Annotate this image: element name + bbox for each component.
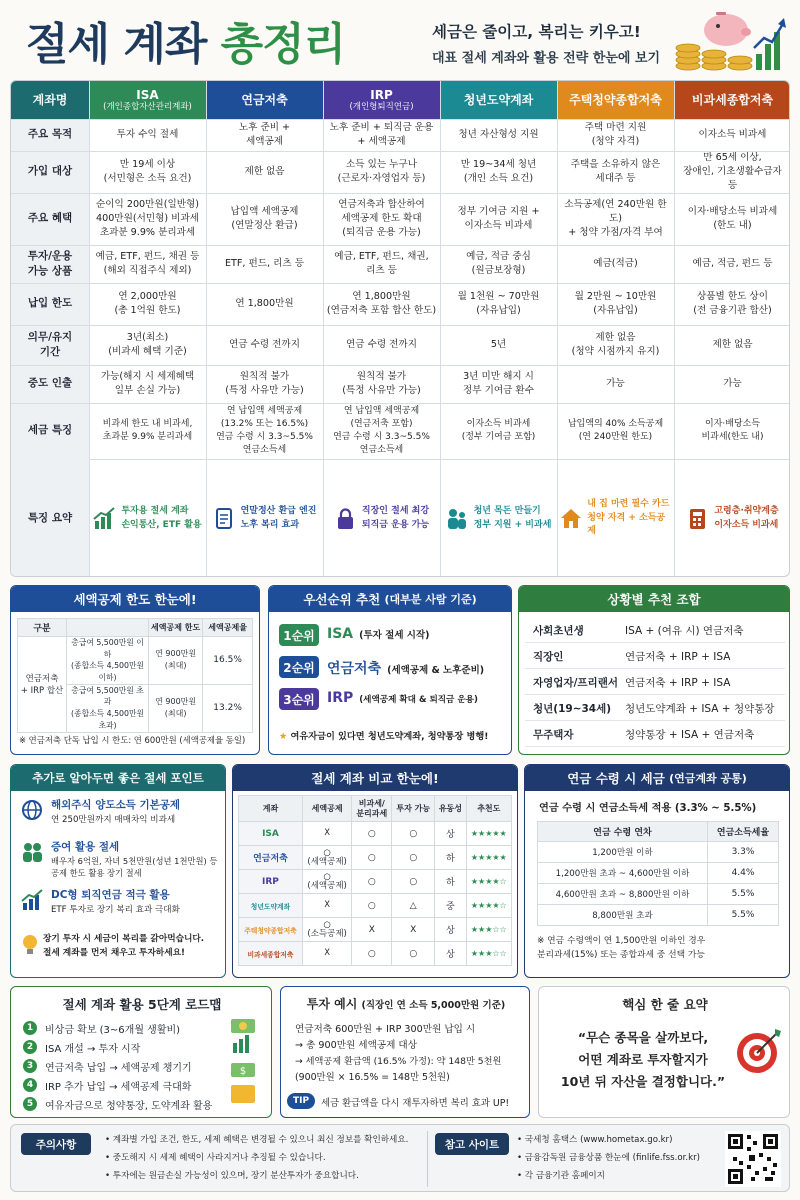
deduction-table	[17, 618, 253, 733]
caution-item: • 중도해지 시 세제 혜택이 사라지거나 추징될 수 있습니다.	[105, 1153, 326, 1163]
pension-rate: 5.5%	[708, 905, 779, 926]
tips-title: 추가로 알아두면 좋은 절세 포인트	[11, 765, 225, 791]
table-cell: 이자·배당소득 비과세(한도 내)	[701, 418, 764, 442]
compare-account: ISA	[239, 822, 303, 846]
compare-row	[239, 918, 512, 942]
title-part1: 절세 계좌	[26, 19, 207, 70]
compare-account: 비과세종합저축	[239, 942, 303, 966]
compare-row	[239, 846, 512, 870]
step-number: 4	[23, 1078, 37, 1092]
compare-panel	[232, 764, 518, 978]
column-header-name: IRP	[370, 87, 393, 102]
combo-panel	[518, 585, 790, 755]
combo-recommendation: 연금저축 + IRP + ISA	[625, 650, 731, 663]
column-divider	[89, 81, 90, 577]
compare-value: ★★★☆☆	[466, 918, 511, 942]
table-cell: 연 1,800만원	[235, 298, 294, 310]
column-header	[674, 81, 790, 119]
pension-header: 연금소득세율	[708, 822, 779, 842]
compare-value: ○	[352, 894, 392, 918]
column-header	[89, 81, 206, 119]
deduction-condition: 총급여 5,500만원 초과 (종합소득 4,500만원 초과)	[67, 684, 149, 732]
combo-situation: 사회초년생	[533, 624, 584, 637]
priority-note-row	[279, 728, 488, 742]
column-header	[440, 81, 557, 119]
priority-item	[327, 658, 484, 678]
table-cell: 노후 준비 + 퇴직금 운용 + 세액공제	[329, 122, 434, 147]
priority-item-name: 연금저축	[327, 661, 382, 677]
table-cell: 만 19~34세 청년 (개인 소득 요건)	[460, 159, 537, 184]
table-cell: 납입액 세액공제 (연말정산 환급)	[230, 206, 299, 231]
table-cell: 정부 기여금 지원 + 이자소득 비과세	[457, 206, 540, 231]
lock-icon	[334, 507, 356, 531]
summary-cell	[323, 459, 440, 577]
deduction-title: 세액공제 한도 한눈에!	[11, 586, 259, 612]
compare-header: 비과세/ 분리과세	[352, 796, 392, 822]
footer-panel	[10, 1124, 790, 1192]
combo-situation: 무주택자	[533, 728, 574, 741]
tips-note: 장기 투자 시 세금이 복리를 갉아먹습니다. 절세 계좌를 먼저 채우고 투자하세요!	[43, 934, 205, 958]
step-number: 2	[23, 1040, 37, 1054]
compare-value: 중	[435, 894, 466, 918]
summary-cell	[674, 459, 790, 577]
column-header-name: ISA	[136, 87, 159, 102]
table-cell: ETF, 펀드, 리츠 등	[224, 258, 305, 270]
pension-rate: 4.4%	[708, 863, 779, 884]
pension-row	[538, 842, 779, 863]
compare-header: 투자 가능	[392, 796, 435, 822]
column-header-sub: (개인형퇴직연금)	[349, 102, 414, 113]
roadmap-title: 절세 계좌 활용 5단계 로드맵	[62, 997, 222, 1012]
table-cell: 제한 없음	[244, 166, 285, 178]
table-cell: 상품별 한도 상이 (전 금융기관 합산)	[693, 291, 772, 316]
combo-title: 상황별 추천 조합	[519, 586, 789, 612]
compare-account: IRP	[239, 870, 303, 894]
compare-value: ○	[392, 870, 435, 894]
pension-tax-lead: 연금 수령 시 연금소득세 적용 (3.3% ~ 5.5%)	[539, 803, 757, 814]
compare-account: 주택청약종합저축	[239, 918, 303, 942]
table-cell: 소득 있는 누구나 (근로자·자영업자 등)	[337, 159, 426, 184]
table-cell: 소득공제(연 240만원 한도) + 청약 가점/자격 부여	[564, 199, 667, 238]
reference-link[interactable]: • 국세청 홈택스 (www.hometax.go.kr)	[517, 1135, 673, 1145]
combo-row	[525, 644, 785, 669]
house-icon	[560, 507, 581, 531]
compare-value: ○	[352, 846, 392, 870]
rank-badge: 3순위	[279, 688, 319, 710]
table-cell: 월 2만원 ~ 10만원 (자유납입)	[574, 291, 657, 316]
calculator-icon	[686, 507, 708, 531]
compare-header: 세액공제	[302, 796, 351, 822]
table-cell: 주택 마련 지원 (청약 자격)	[584, 122, 647, 147]
summary-text: 고령층·취약계층 이자소득 비과세	[714, 506, 779, 530]
deduction-condition: 총급여 5,500만원 이하 (종합소득 4,500만원 이하)	[67, 637, 149, 685]
table-cell: 예금, ETF, 펀드, 채권 등 (해외 직접주식 제외)	[95, 251, 200, 276]
priority-note: 여유자금이 있다면 청년도약계좌, 청약통장 병행!	[290, 731, 489, 742]
combo-row	[525, 670, 785, 695]
row-label: 주요 목적	[11, 119, 89, 151]
deduction-header-blank	[67, 619, 149, 637]
compare-row	[239, 870, 512, 894]
table-cell: 연 2,000만원 (총 1억원 한도)	[114, 291, 181, 316]
compare-value: ★★★☆☆	[466, 942, 511, 966]
growth-chart-icon	[21, 889, 43, 911]
reference-label: 참고 사이트	[435, 1133, 509, 1155]
table-cell: 3년(최소) (비과세 혜택 기준)	[108, 332, 187, 357]
compare-account: 연금저축	[239, 846, 303, 870]
combo-situation: 자영업자/프리랜서	[533, 676, 618, 689]
compare-header: 계좌	[239, 796, 303, 822]
tips-panel	[10, 764, 226, 978]
subtitle-main: 세금은 줄이고, 복리는 키우고!	[432, 23, 641, 41]
table-cell: 노후 준비 + 세액공제	[238, 122, 291, 147]
priority-title: 우선순위 추천	[303, 592, 381, 607]
combo-row	[525, 696, 785, 721]
money-icons	[227, 1017, 261, 1111]
example-header	[281, 995, 530, 1012]
summary-text: 연말정산 환급 엔진 노후 복리 효과	[240, 506, 317, 530]
compare-value: ○	[352, 870, 392, 894]
table-cell: 이자소득 비과세	[698, 129, 767, 141]
compare-value: 상	[435, 918, 466, 942]
deduction-limit: 연 900만원 (최대)	[149, 684, 203, 732]
combo-row	[525, 618, 785, 643]
pension-row	[538, 884, 779, 905]
reference-link[interactable]: • 각 금융기관 홈페이지	[517, 1171, 605, 1181]
reference-link[interactable]: • 금융감독원 금융상품 한눈에 (finlife.fss.or.kr)	[517, 1153, 700, 1163]
combo-recommendation: 청약통장 + ISA + 연금저축	[625, 728, 755, 741]
column-divider	[323, 81, 324, 577]
table-cell: 연금 수령 전까지	[229, 339, 300, 351]
table-cell: 예금, ETF, 펀드, 채권, 리츠 등	[334, 251, 429, 276]
compare-value: 하	[435, 870, 466, 894]
column-header-name: 주택청약종합저축	[569, 92, 662, 107]
tip-desc: 배우자 6억원, 자녀 5천만원(성년 1천만원) 등 공제 한도 활용 장기 절세	[51, 856, 218, 879]
document-icon	[213, 507, 235, 531]
svg-text:$: $	[239, 1066, 247, 1077]
row-label: 주요 혜택	[11, 193, 89, 245]
combo-recommendation: 연금저축 + IRP + ISA	[625, 676, 731, 689]
compare-value: ○	[352, 942, 392, 966]
compare-row	[239, 822, 512, 846]
tip-badge: TIP	[287, 1093, 315, 1109]
compare-value: X	[302, 942, 351, 966]
table-cell: 납입액의 40% 소득공제 (연 240만원 한도)	[567, 418, 664, 442]
table-cell: 연 1,800만원 (연금저축 포함 합산 한도)	[326, 291, 437, 316]
pension-header: 연금 수령 연차	[538, 822, 708, 842]
compare-header: 유동성	[435, 796, 466, 822]
example-title: 투자 예시	[306, 997, 358, 1011]
deduction-limit: 연 900만원 (최대)	[149, 637, 203, 685]
row-label: 투자/운용 가능 상품	[11, 245, 89, 283]
chart-up-icon	[93, 507, 115, 531]
compare-value: 하	[435, 846, 466, 870]
summary-text: 내 집 마련 필수 카드 청약 자격 + 소득공제	[587, 499, 670, 537]
table-cell: 비과세 한도 내 비과세, 초과분 9.9% 분리과세	[102, 418, 193, 442]
deduction-panel	[10, 585, 260, 755]
footer-divider	[427, 1131, 428, 1187]
column-divider	[440, 81, 441, 577]
step-number: 3	[23, 1059, 37, 1073]
compare-value: ★★★★☆	[466, 894, 511, 918]
column-header	[206, 81, 323, 119]
table-cell: 청년 자산형성 지원	[458, 129, 539, 141]
priority-panel	[268, 585, 512, 755]
compare-value: 상	[435, 942, 466, 966]
table-cell: 연금저축과 합산하여 세액공제 한도 확대 (퇴직금 운용 가능)	[338, 199, 425, 238]
priority-title-sub: (대부분 사람 기준)	[384, 593, 477, 606]
compare-title: 절세 계좌 비교 한눈에!	[233, 765, 517, 791]
roadmap-panel	[10, 986, 272, 1118]
table-cell: 가능	[606, 378, 625, 390]
roadmap-step: 비상금 확보 (3~6개월 생활비)	[45, 1025, 181, 1036]
summary-quote: “무슨 종목을 살까보다, 어떤 계좌로 투자할지가 10년 뒤 자산을 결정합니다.”	[560, 1030, 726, 1089]
deduction-group-label: 연금저축 + IRP 합산	[18, 637, 67, 733]
table-cell: 제한 없음 (청약 시점까지 유지)	[571, 332, 660, 357]
caution-label: 주의사항	[21, 1133, 91, 1155]
compare-value: ★★★★★	[466, 822, 511, 846]
table-cell: 연금 수령 전까지	[346, 339, 417, 351]
priority-item-name: IRP	[327, 690, 354, 706]
column-header-name: 청년도약계좌	[463, 92, 534, 107]
table-cell: 주택을 소유하지 않은 세대주 등	[570, 159, 661, 184]
pension-tax-note: ※ 연금 수령액이 연 1,500만원 이하인 경우 분리과세(15%) 또는 종합과세 중 선택 가능	[537, 936, 706, 960]
globe-icon	[21, 799, 43, 821]
tip-desc: 연 250만원까지 매매차익 비과세	[51, 815, 176, 825]
compare-value: △	[392, 894, 435, 918]
row-label: 중도 인출	[11, 365, 89, 403]
table-cell: 가능(해지 시 세제혜택 일부 손실 가능)	[100, 371, 195, 396]
compare-value: ○ (세액공제)	[302, 870, 351, 894]
column-header	[557, 81, 674, 119]
roadmap-step: IRP 추가 납입 → 세액공제 극대화	[45, 1082, 192, 1093]
title-part2: 총정리	[220, 19, 346, 70]
account-comparison-table	[10, 80, 790, 577]
table-cell: 원칙적 불가 (특정 사유만 가능)	[342, 371, 421, 396]
table-cell: 연 납입액 세액공제 (13.2% 또는 16.5%) 연금 수령 시 3.3~5.5% 연금소득세	[216, 405, 313, 456]
table-cell: 만 65세 이상, 장애인, 기초생활수급자 등	[683, 152, 782, 191]
star-icon: ★	[279, 731, 288, 742]
example-tip: 세금 환급액을 다시 재투자하면 복리 효과 UP!	[321, 1098, 510, 1109]
summary-cell	[89, 459, 206, 577]
compare-value: 상	[435, 822, 466, 846]
deduction-note: ※ 연금저축 단독 납입 시 한도: 연 600만원 (세액공제율 동일)	[19, 735, 246, 745]
summary-quote-title: 핵심 한 줄 요약	[622, 997, 708, 1012]
compare-value: ○ (소득공제)	[302, 918, 351, 942]
table-cell: 5년	[490, 339, 507, 351]
pension-range: 1,200만원 이하	[538, 842, 708, 863]
subtitle-sub: 대표 절세 계좌와 활용 전략 한눈에 보기	[432, 51, 661, 66]
combo-situation: 직장인	[533, 650, 564, 663]
example-line: 연금저축 600만원 + IRP 300만원 납입 시	[295, 1024, 476, 1035]
table-cell: 만 19세 이상 (서민형은 소득 요건)	[103, 159, 192, 184]
priority-item-desc: (투자 절세 시작)	[359, 630, 430, 641]
priority-header	[269, 586, 511, 612]
deduction-header-limit: 세액공제 한도	[149, 619, 203, 637]
row-label: 납입 한도	[11, 283, 89, 325]
priority-item	[327, 626, 430, 642]
lightbulb-icon	[21, 933, 39, 957]
table-cell: 원칙적 불가 (특정 사유만 가능)	[225, 371, 304, 396]
table-cell: 제한 없음	[712, 339, 753, 351]
table-cell: 연 납입액 세액공제 (연금저축 포함) 연금 수령 시 3.3~5.5% 연금소득세	[333, 405, 430, 456]
compare-value: X	[352, 918, 392, 942]
tip-title: 해외주식 양도소득 기본공제	[51, 799, 181, 811]
table-cell: 예금(적금)	[593, 258, 638, 270]
column-divider	[674, 81, 675, 577]
table-cell: 가능	[723, 378, 742, 390]
deduction-header-rate: 세액공제율	[203, 619, 253, 637]
page-title	[26, 8, 345, 72]
row-label: 가입 대상	[11, 151, 89, 193]
deduction-rate: 16.5%	[203, 637, 253, 685]
compare-value: ○	[352, 822, 392, 846]
pension-range: 1,200만원 초과 ~ 4,600만원 이하	[538, 863, 708, 884]
table-cell: 3년 미만 해지 시 정부 기여금 환수	[463, 371, 534, 396]
roadmap-step: ISA 개설 → 투자 시작	[45, 1044, 141, 1055]
example-line: → 세액공제 환급액 (16.5% 가정): 약 148만 5천원	[295, 1056, 502, 1067]
compare-value: X	[302, 894, 351, 918]
combo-recommendation: 청년도약계좌 + ISA + 청약통장	[625, 702, 775, 715]
summary-cell	[440, 459, 557, 577]
compare-value: ○ (세액공제)	[302, 846, 351, 870]
priority-item-name: ISA	[327, 626, 354, 642]
table-cell: 예금, 적금 중심 (원금보장형)	[466, 251, 531, 276]
summary-quote-panel	[538, 986, 790, 1118]
priority-item	[327, 690, 478, 706]
pension-range: 4,600만원 초과 ~ 8,800만원 이하	[538, 884, 708, 905]
compare-row	[239, 942, 512, 966]
compare-header: 추천도	[466, 796, 511, 822]
row-label: 세금 특징	[11, 403, 89, 459]
compare-value: X	[392, 918, 435, 942]
step-number: 1	[23, 1021, 37, 1035]
summary-cell	[206, 459, 323, 577]
compare-value: X	[302, 822, 351, 846]
pension-row	[538, 863, 779, 884]
example-line: (900만원 × 16.5% = 148만 5천원)	[295, 1072, 450, 1083]
pension-tax-table	[537, 821, 779, 926]
compare-account: 청년도약계좌	[239, 894, 303, 918]
combo-recommendation: ISA + (여유 시) 연금저축	[625, 624, 744, 637]
pension-tax-title-sub: (연금계좌 공통)	[669, 772, 747, 785]
pension-row	[538, 905, 779, 926]
roadmap-step: 여유자금으로 청약통장, 도약계좌 활용	[45, 1101, 213, 1112]
column-header-name: 연금저축	[241, 92, 288, 107]
priority-item-desc: (세액공제 & 노후준비)	[387, 665, 485, 676]
step-number: 5	[23, 1097, 37, 1111]
table-cell: 이자소득 비과세 (정부 기여금 포함)	[461, 418, 536, 442]
column-header-name: 비과세종합저축	[691, 92, 774, 107]
roadmap-step: 연금저축 납입 → 세액공제 챙기기	[45, 1063, 192, 1074]
deduction-rate: 13.2%	[203, 684, 253, 732]
row-label: 특징 요약	[11, 459, 89, 577]
tip-desc: ETF 투자로 장기 복리 효과 극대화	[51, 905, 180, 915]
people-icon	[446, 507, 468, 531]
priority-item-desc: (세액공제 확대 & 퇴직금 운용)	[359, 695, 478, 705]
example-panel	[280, 986, 530, 1118]
pension-rate: 5.5%	[708, 884, 779, 905]
row-label: 의무/유지 기간	[11, 325, 89, 365]
example-line: → 총 900만원 세액공제 대상	[295, 1040, 417, 1051]
piggy-bank-icon	[668, 4, 788, 76]
compare-value: ○	[392, 846, 435, 870]
summary-text: 투자용 절세 계좌 손익통산, ETF 활용	[121, 506, 202, 530]
table-cell: 월 1천원 ~ 70만원 (자유납입)	[457, 291, 540, 316]
pension-range: 8,800만원 초과	[538, 905, 708, 926]
pension-rate: 3.3%	[708, 842, 779, 863]
table-cell: 순이익 200만원(일반형) 400만원(서민형) 비과세 초과분 9.9% 분리과세	[96, 199, 199, 238]
column-divider	[206, 81, 207, 577]
table-cell: 예금, 적금, 펀드 등	[692, 258, 773, 270]
tip-title: DC형 퇴직연금 적극 활용	[51, 889, 170, 901]
rank-badge: 2순위	[279, 656, 319, 678]
compare-value: ★★★★★	[466, 846, 511, 870]
column-header	[323, 81, 440, 119]
rank-badge: 1순위	[279, 624, 319, 646]
table-corner-header: 계좌명	[11, 81, 89, 119]
table-cell: 이자·배당소득 비과세 (한도 내)	[687, 206, 778, 231]
tip-title: 증여 활용 절세	[51, 841, 120, 853]
compare-value: ○	[392, 822, 435, 846]
example-title-sub: (직장인 연 소득 5,000만원 기준)	[361, 1000, 506, 1011]
summary-text: 직장인 절세 최강 퇴직금 운용 가능	[361, 506, 430, 530]
combo-row	[525, 722, 785, 747]
target-icon	[735, 1027, 783, 1075]
family-icon	[21, 841, 43, 863]
caution-item: • 투자에는 원금손실 가능성이 있으며, 장기 분산투자가 중요합니다.	[105, 1171, 359, 1181]
pension-tax-header	[525, 765, 789, 791]
caution-item: • 계좌별 가입 조건, 한도, 세제 혜택은 변경될 수 있으니 최신 정보를 확인하세요.	[105, 1135, 409, 1145]
summary-cell	[557, 459, 674, 577]
summary-text: 청년 목돈 만들기 정부 지원 + 비과세	[473, 506, 552, 530]
pension-tax-panel	[524, 764, 790, 978]
deduction-header-category: 구분	[18, 619, 67, 637]
combo-situation: 청년(19~34세)	[533, 702, 612, 715]
compare-value: ★★★★☆	[466, 870, 511, 894]
column-divider	[557, 81, 558, 577]
compare-row	[239, 894, 512, 918]
compare-table	[238, 795, 512, 966]
page-header	[0, 0, 800, 78]
compare-value: ○	[392, 942, 435, 966]
qr-code-icon[interactable]	[725, 1131, 781, 1187]
table-cell: 투자 수익 절세	[116, 129, 179, 141]
pension-tax-title: 연금 수령 시 세금	[567, 771, 665, 786]
column-header-sub: (개인종합자산관리계좌)	[103, 102, 192, 113]
